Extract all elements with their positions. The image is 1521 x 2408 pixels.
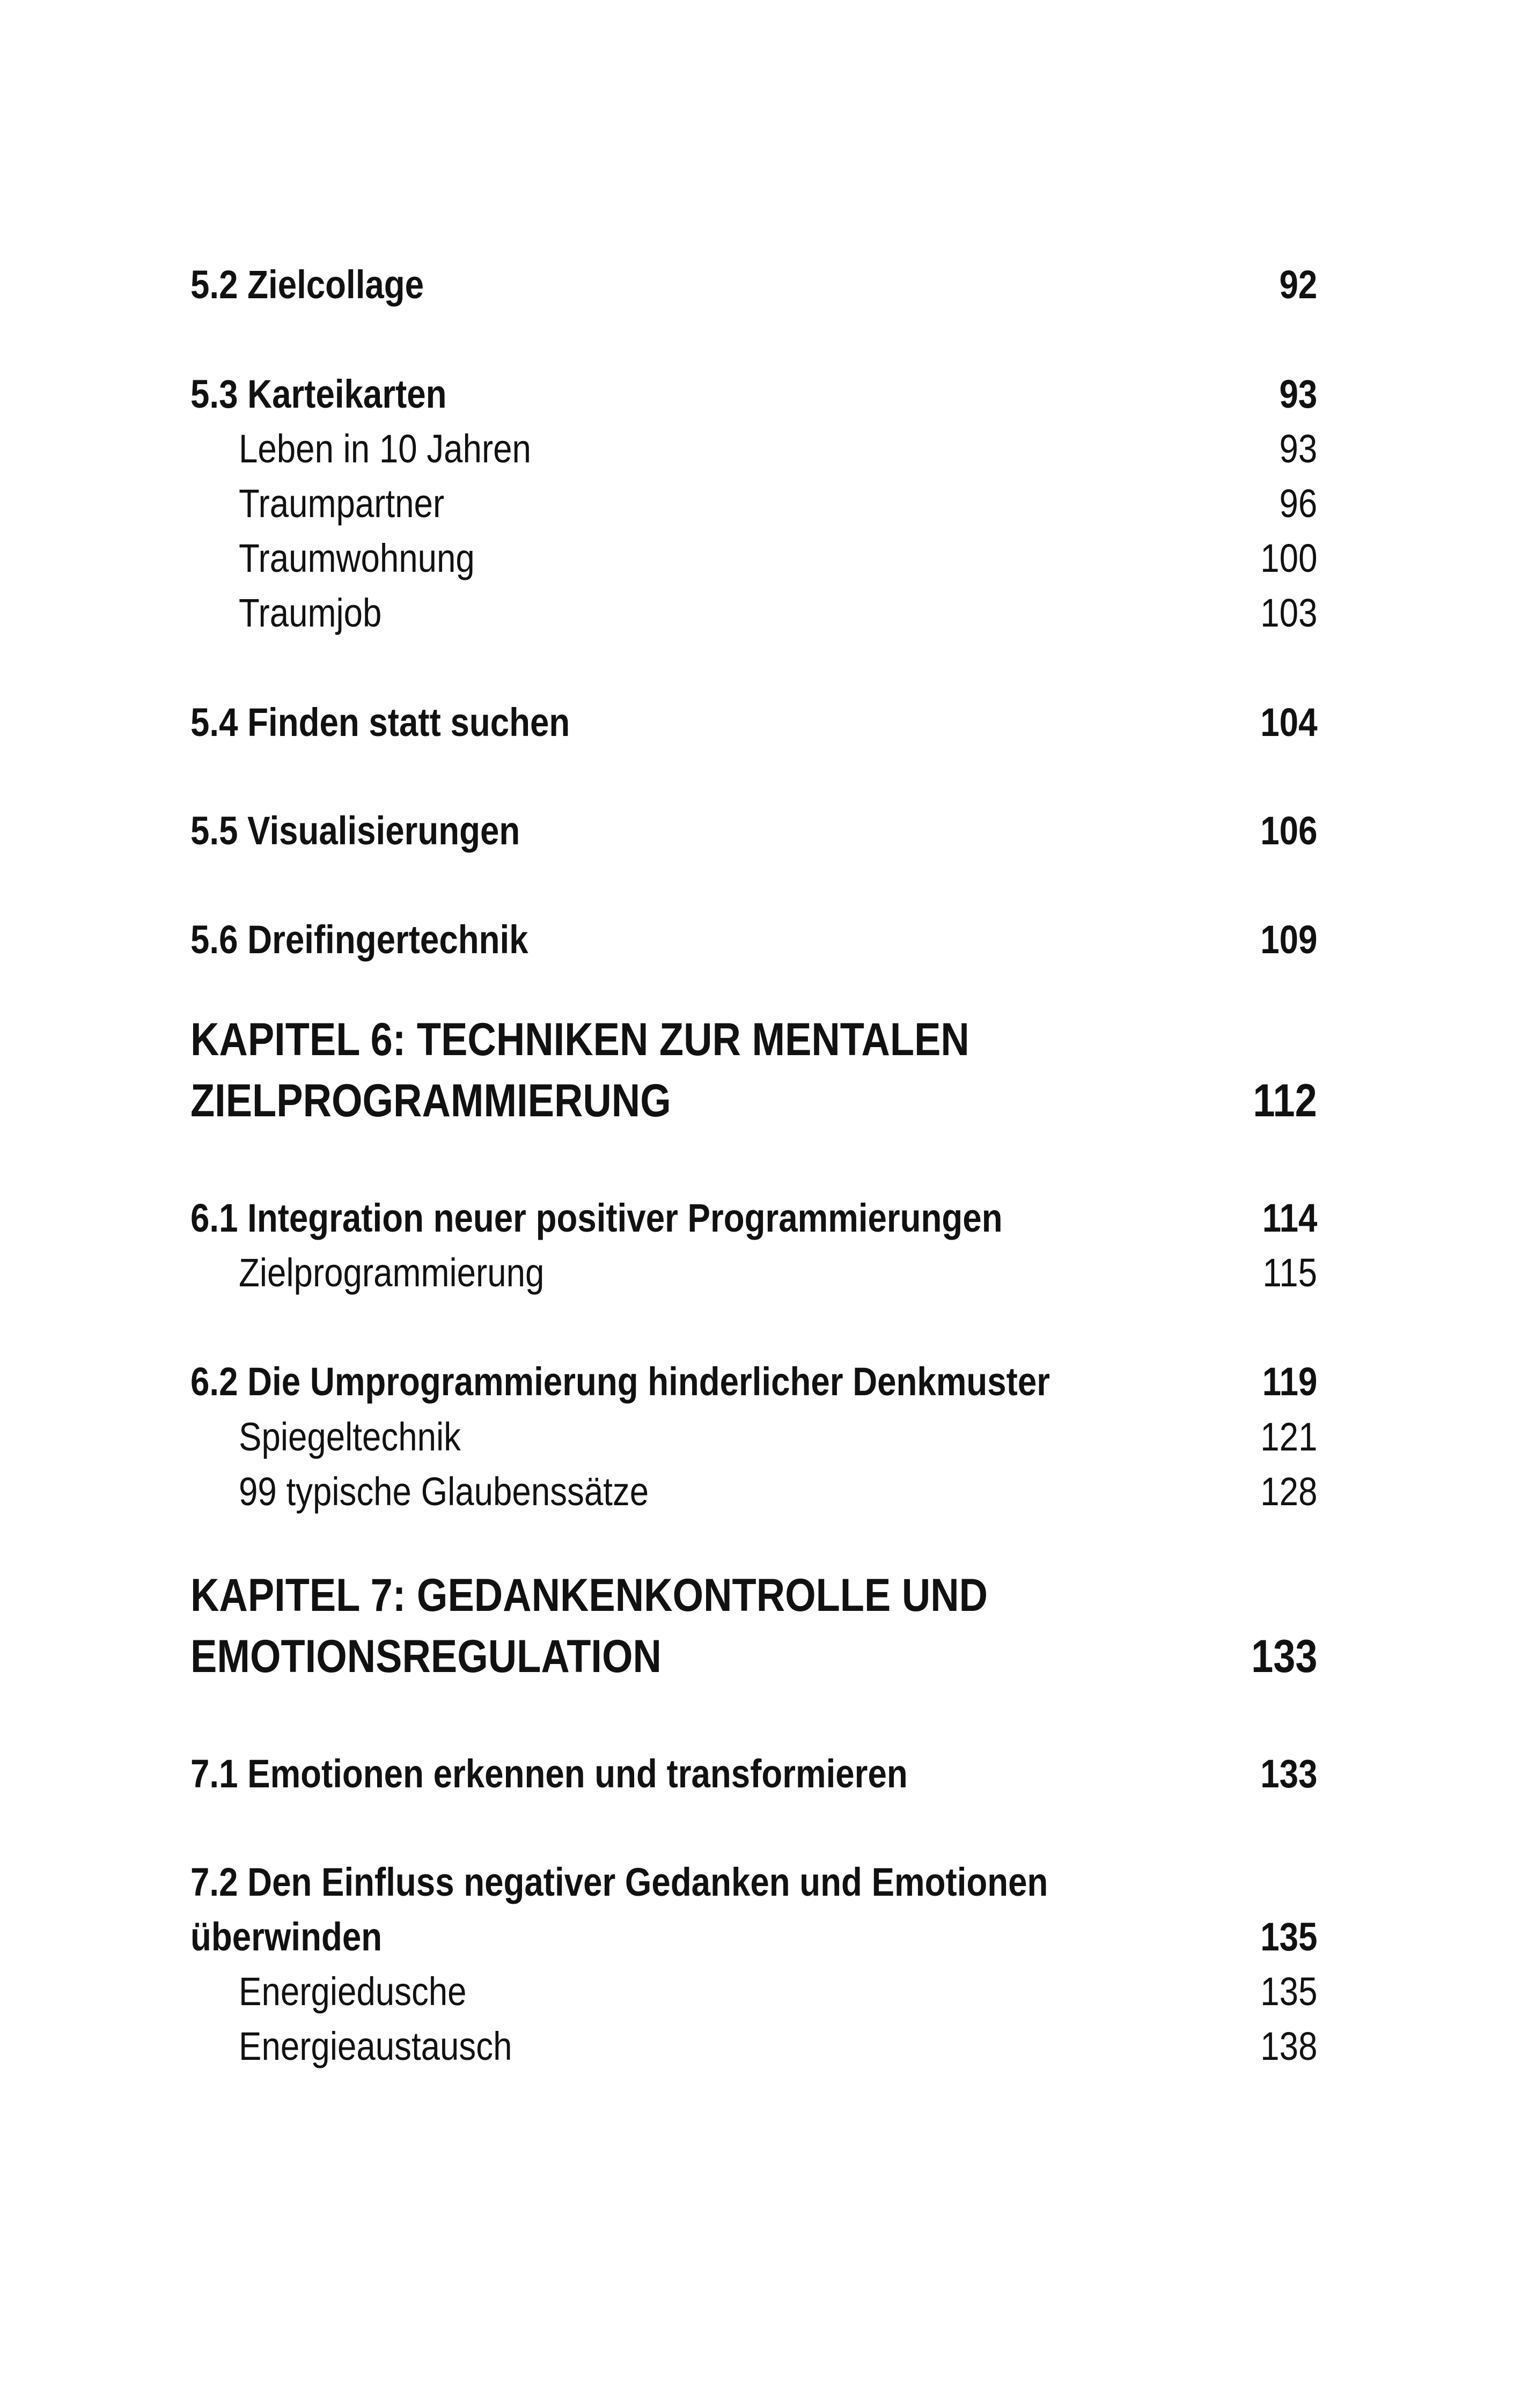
toc-entry-page-number: 93 [1279, 372, 1317, 416]
toc-subentry-title: Traumwohnung [239, 536, 475, 580]
toc-entry-page-number: 133 [1260, 1751, 1317, 1796]
toc-entry-page-number: 119 [1262, 1359, 1317, 1404]
toc-chapter-title: ZIELPROGRAMMIERUNG [190, 1075, 671, 1126]
toc-subentry-traumpartner[interactable] [190, 474, 1317, 528]
toc-subentry-title: Traumpartner [239, 481, 445, 526]
toc-subentry-page-number: 93 [1279, 426, 1317, 471]
toc-subentry-traumwohnung[interactable] [190, 529, 1317, 583]
toc-subentry-title: 99 typische Glaubenssätze [239, 1469, 649, 1514]
toc-entry-page-number: 114 [1262, 1196, 1317, 1240]
toc-subentry-page-number: 96 [1279, 481, 1317, 526]
toc-chapter-title: EMOTIONSREGULATION [190, 1631, 662, 1682]
toc-chapter-page-number: 112 [1253, 1075, 1317, 1126]
toc-entry-page-number: 104 [1260, 700, 1317, 745]
toc-subentry-title: Leben in 10 Jahren [239, 426, 531, 471]
toc-subentry-spiegeltechnik[interactable] [190, 1408, 1317, 1461]
toc-subentry-title: Energiedusche [239, 1969, 467, 2014]
toc-subentry-energieaustausch[interactable] [190, 2017, 1317, 2071]
toc-entry-5-2[interactable] [190, 255, 1317, 309]
toc-entry-5-3[interactable] [190, 365, 1317, 418]
toc-entry-title: 7.2 Den Einfluss negativer Gedanken und Emotionen [190, 1860, 1048, 1904]
toc-entry-title: überwinden [190, 1914, 383, 1959]
toc-chapter-page-number: 133 [1251, 1631, 1317, 1682]
toc-subentry-page-number: 121 [1260, 1415, 1317, 1459]
toc-entry-page-number: 106 [1260, 808, 1317, 853]
toc-subentry-energiedusche[interactable] [190, 1962, 1317, 2016]
toc-subentry-page-number: 135 [1260, 1969, 1317, 2014]
toc-subentry-title: Energieaustausch [239, 2024, 512, 2068]
toc-subentry-title: Traumjob [239, 591, 382, 635]
toc-chapter-6-line-2[interactable] [190, 1074, 1317, 1128]
toc-entry-title: 6.1 Integration neuer positiver Programmierungen [190, 1196, 1003, 1240]
toc-entry-title: 5.3 Karteikarten [190, 372, 447, 416]
toc-entry-title: 5.6 Dreifingertechnik [190, 917, 528, 962]
toc-entry-7-2-line-1[interactable] [190, 1853, 1317, 1906]
toc-subentry-title: Zielprogrammierung [239, 1250, 545, 1295]
toc-subentry-leben-in-10-jahren[interactable] [190, 419, 1317, 473]
toc-entry-title: 5.5 Visualisierungen [190, 808, 520, 853]
toc-entry-title: 6.2 Die Umprogrammierung hinderlicher Denkmuster [190, 1359, 1050, 1404]
toc-entry-6-2[interactable] [190, 1352, 1317, 1406]
toc-entry-7-1[interactable] [190, 1744, 1317, 1798]
toc-subentry-99-typische-glaubenssaetze[interactable] [190, 1462, 1317, 1516]
toc-entry-page-number: 109 [1260, 917, 1317, 962]
toc-subentry-page-number: 138 [1260, 2024, 1317, 2068]
toc-entry-page-number: 135 [1260, 1914, 1317, 1959]
toc-entry-5-6[interactable] [190, 910, 1317, 964]
toc-entry-5-4[interactable] [190, 693, 1317, 747]
toc-entry-title: 5.2 Zielcollage [190, 262, 424, 307]
toc-subentry-page-number: 115 [1262, 1250, 1317, 1295]
toc-entry-title: 7.1 Emotionen erkennen und transformieren [190, 1751, 908, 1796]
toc-entry-7-2-line-2[interactable] [190, 1908, 1317, 1961]
toc-chapter-7-line-2[interactable] [190, 1630, 1317, 1683]
toc-entry-page-number: 92 [1279, 262, 1317, 307]
toc-chapter-7-line-1[interactable] [190, 1568, 1317, 1622]
toc-entry-title: 5.4 Finden statt suchen [190, 700, 570, 745]
toc-subentry-page-number: 103 [1260, 591, 1317, 635]
toc-entry-5-5[interactable] [190, 801, 1317, 855]
toc-chapter-6-line-1[interactable] [190, 1013, 1317, 1066]
toc-subentry-traumjob[interactable] [190, 584, 1317, 637]
toc-chapter-title: KAPITEL 7: GEDANKENKONTROLLE UND [190, 1570, 988, 1621]
toc-chapter-title: KAPITEL 6: TECHNIKEN ZUR MENTALEN [190, 1014, 969, 1065]
toc-entry-6-1[interactable] [190, 1189, 1317, 1242]
toc-subentry-zielprogrammierung[interactable] [190, 1243, 1317, 1297]
toc-subentry-page-number: 100 [1260, 536, 1317, 580]
toc-subentry-title: Spiegeltechnik [239, 1415, 461, 1459]
toc-subentry-page-number: 128 [1260, 1469, 1317, 1514]
